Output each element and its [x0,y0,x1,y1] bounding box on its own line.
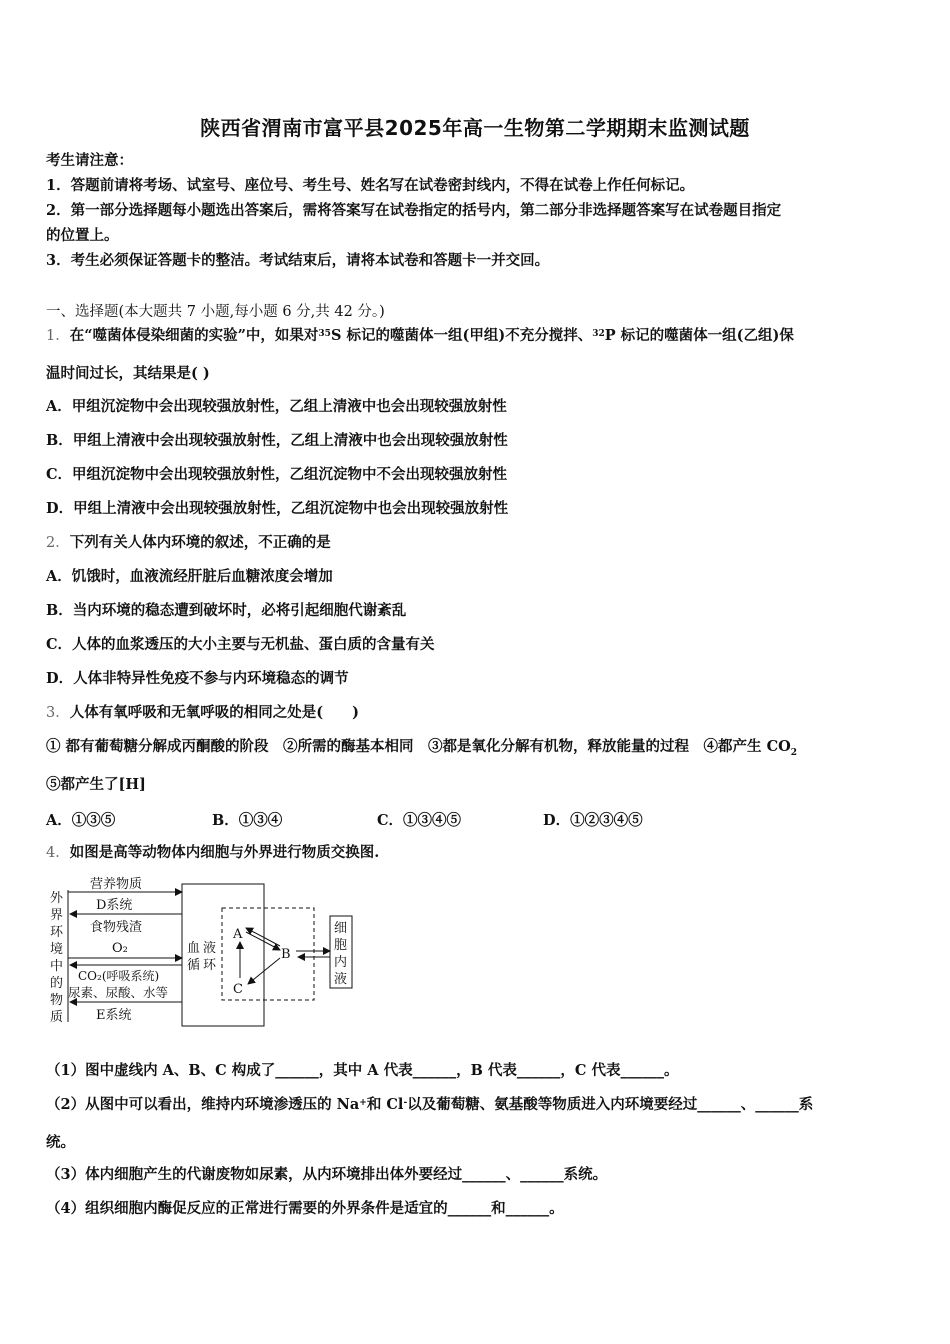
q3-stem [46,703,359,723]
material-exchange-diagram [44,872,364,1032]
outer-environment-label [50,891,64,1025]
q2-text: 下列有关人体内环境的叙述，不正确的是 [69,534,331,551]
q2-number: 2． [46,535,70,551]
outer-char: 中 [50,959,64,974]
urea-label: 尿素、尿酸、水等 [68,985,169,1000]
q4-stem [46,843,379,863]
o2-label: O₂ [112,941,128,956]
blood-char: 血 [187,941,201,956]
q1-sup: 35 [318,329,331,339]
q2-option-a: A．饥饿时，血液流经肝脏后血糖浓度会增加 [46,568,333,585]
q4-sub2-text: 和 Cl [366,1096,404,1113]
node-a: A [233,927,243,942]
q1-option-c: C．甲组沉淀物中会出现较强放射性，乙组沉淀物中不会出现较强放射性 [46,466,508,483]
q1-option-d: D．甲组上清液中会出现较强放射性，乙组沉淀物中也会出现较强放射性 [46,500,509,517]
q3-statements-line1 [46,737,797,763]
q1-number: 1． [46,328,70,344]
cell-fluid-char: 胞 [334,938,348,953]
a-to-b-arrow [246,932,280,950]
q1-text: 在“噬菌体侵染细菌的实验”中，如果对 [69,327,319,344]
blood-char: 循 [187,958,201,973]
q3-option-b: B．①③④ [212,812,283,829]
q4-sup: - [403,1098,408,1108]
q4-sub4: （4）组织细胞内酶促反应的正常进行需要的外界条件是适宜的______和______。 [46,1200,564,1217]
cell-fluid-char: 内 [334,955,348,970]
notice-heading: 考生请注意： [46,152,133,169]
outer-char: 境 [50,942,64,957]
q3-text: ① 都有葡萄糖分解成丙酮酸的阶段 ②所需的酶基本相同 ③都是氧化分解有机物，释放能量的过程 ④都产生 CO [46,738,791,755]
notice-item: 的位置上。 [46,227,119,244]
q1-text: P 标记的噬菌体一组(乙组)保 [604,327,794,344]
q1-stem-line2: 温时间过长，其结果是( ) [46,365,210,382]
q4-sub1: （1）图中虚线内 A、B、C 构成了______，其中 A 代表______，B 代表______，C 代表______。 [46,1062,679,1079]
nutrients-label: 营养物质 [90,877,143,892]
outer-char: 界 [50,908,64,923]
outer-char: 环 [50,925,64,940]
notice-item: 3．考生必须保证答题卡的整洁。考试结束后，请将本试卷和答题卡一并交回。 [46,252,550,269]
notice-item: 1．答题前请将考场、试室号、座位号、考生号、姓名写在试卷密封线内，不得在试卷上作任何标记。 [46,177,695,194]
e-system-label: E系统 [96,1008,132,1023]
q2-option-b: B．当内环境的稳态遭到破坏时，必将引起细胞代谢紊乱 [46,602,407,619]
page-title: 陕西省渭南市富平县2025年高一生物第二学期期末监测试题 [200,116,750,140]
food-residue-label: 食物残渣 [90,920,143,935]
b-to-a-arrow [246,928,280,946]
q3-number: 3． [46,705,70,721]
blood-char: 液 [203,941,217,956]
outer-char: 的 [50,976,64,991]
q4-sub2-text: （2）从图中可以看出，维持内环境渗透压的 Na [46,1096,360,1113]
q1-option-a: A．甲组沉淀物中会出现较强放射性，乙组上清液中也会出现较强放射性 [46,398,507,415]
q3-statements-line2: ⑤都产生了[H] [46,776,146,793]
node-b: B [281,947,291,962]
q3-option-a: A．①③⑤ [46,812,116,829]
notice-item: 2．第一部分选择题每小题选出答案后，需将答案写在试卷指定的括号内，第二部分非选择题答案写在试卷题目指定 [46,202,782,219]
q2-option-d: D．人体非特异性免疫不参与内环境稳态的调节 [46,670,349,687]
q1-sup: 32 [592,329,605,339]
node-c: C [233,982,243,997]
cell-fluid-char: 细 [334,921,348,936]
q3-text: 人体有氧呼吸和无氧呼吸的相同之处是( ) [69,704,359,721]
q3-option-d: D．①②③④⑤ [543,812,643,829]
q2-option-c: C．人体的血浆透压的大小主要与无机盐、蛋白质的含量有关 [46,636,435,653]
outer-char: 外 [50,891,64,906]
q3-option-c: C．①③④⑤ [377,812,462,829]
q4-sub2-text: 以及葡萄糖、氨基酸等物质进入内环境要经过______、______系 [407,1096,814,1113]
q4-sub2-line2: 统。 [46,1134,75,1151]
outer-char: 物 [50,993,64,1008]
cell-fluid-char: 液 [334,972,348,987]
q4-text: 如图是高等动物体内细胞与外界进行物质交换图. [69,844,380,861]
co2-label: CO₂(呼吸系统) [78,969,160,983]
d-system-label: D系统 [96,898,133,913]
q4-sub2-line1 [46,1095,813,1115]
q1-text: S 标记的噬菌体一组(甲组)不充分搅拌、 [330,327,593,344]
outer-char: 质 [50,1010,64,1025]
q4-number: 4． [46,845,70,861]
q4-sub3: （3）体内细胞产生的代谢废物如尿素，从内环境排出体外要经过______、______系统。 [46,1166,608,1183]
blood-char: 环 [203,958,217,973]
section-heading: 一、选择题(本大题共 7 小题,每小题 6 分,共 42 分。) [46,304,385,320]
q1-stem-line1 [46,326,794,346]
q2-stem [46,533,331,553]
q1-option-b: B．甲组上清液中会出现较强放射性，乙组上清液中也会出现较强放射性 [46,432,508,449]
q4-sup: + [359,1098,367,1108]
q3-sub: 2 [790,747,798,758]
